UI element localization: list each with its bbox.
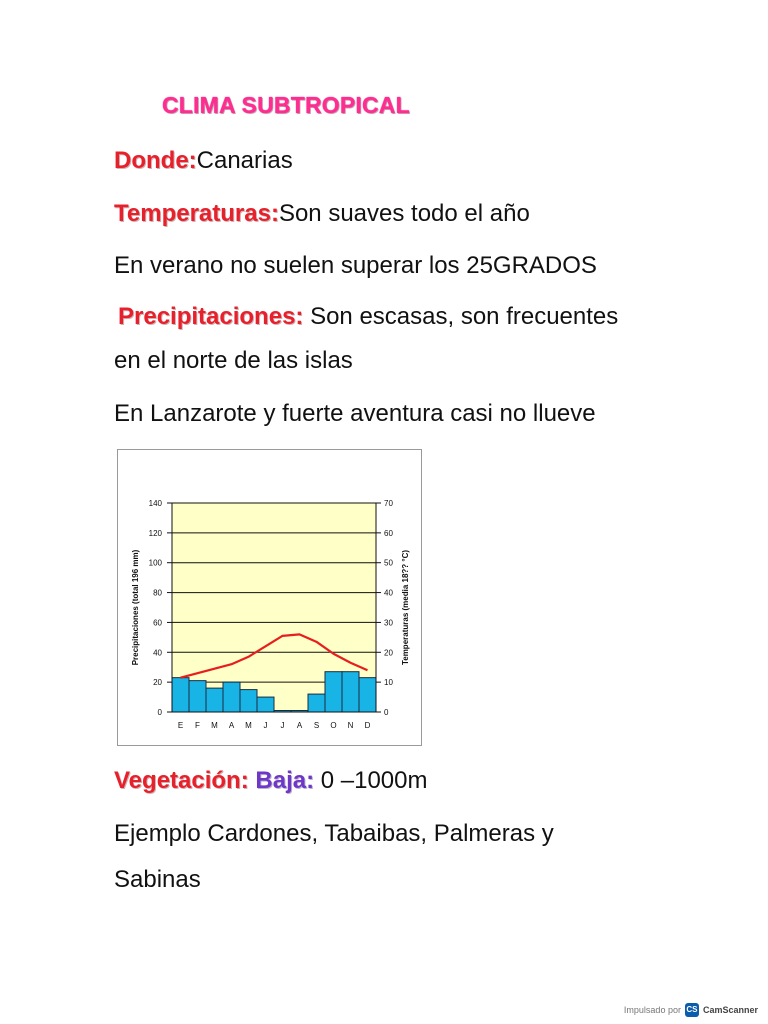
x-tick-label: A [296,721,303,730]
y-tick-label-right: 10 [384,678,393,688]
x-tick-label: E [177,721,184,730]
y-tick-label-right: 20 [384,648,393,658]
ejemplo-line-2: Sabinas [114,866,201,893]
y-tick-label-right: 70 [384,499,393,508]
donde-line [114,146,293,176]
temperaturas-line [114,199,530,229]
precipitation-bar [308,694,325,712]
y-axis-label-left: Precipitaciones (total 196 mm) [131,549,140,666]
x-tick-label: F [195,721,200,730]
lanzarote-line: En Lanzarote y fuerte aventura casi no llueve [114,400,596,427]
y-tick-label-left: 140 [148,499,162,508]
x-tick-label: J [263,721,268,730]
y-tick-label-left: 80 [153,588,162,598]
y-tick-label-left: 0 [157,708,162,717]
camscanner-brand: CamScanner [702,1005,758,1015]
climate-chart-svg [118,450,421,745]
precipitation-bar [189,681,206,712]
x-tick-label: M [245,721,252,730]
donde-label: Donde: [114,147,197,174]
precipitation-bar [172,678,189,712]
vegetacion-value: 0 –1000m [314,767,428,794]
precipitaciones-line [118,302,618,332]
y-tick-label-left: 20 [153,678,162,688]
precipitation-bar [359,678,376,712]
vegetacion-line [114,766,428,796]
precipitation-bar [240,690,257,712]
precipitation-bar [257,697,274,712]
temperaturas-value: Son suaves todo el año [278,200,530,227]
x-tick-label: J [280,721,285,730]
y-tick-label-left: 120 [148,528,162,538]
precipitation-bar [342,672,359,712]
y-tick-label-right: 40 [384,588,393,598]
vegetacion-label: Vegetación: [114,767,249,794]
x-tick-label: N [347,721,354,730]
precipitaciones-label: Precipitaciones: [118,303,304,330]
y-tick-label-right: 50 [384,558,393,568]
precipitation-bar [223,682,240,712]
x-tick-label: A [228,721,235,730]
y-tick-label-right: 60 [384,528,393,538]
y-tick-label-left: 40 [153,648,162,658]
donde-value: Canarias [196,147,293,174]
y-tick-label-right: 0 [384,708,389,717]
page-title: CLIMA SUBTROPICAL [162,92,410,118]
precipitaciones-value: Son escasas, son frecuentes [303,303,619,330]
precipitation-bar [206,688,223,712]
y-tick-label-right: 30 [384,618,393,628]
x-tick-label: S [313,721,320,730]
baja-label: Baja: [255,767,315,794]
x-tick-label: D [364,721,371,730]
y-tick-label-left: 60 [153,618,162,628]
precipitaciones-continuation: en el norte de las islas [114,347,353,374]
precipitation-bar [325,672,342,712]
camscanner-logo-icon: CS [685,1003,699,1017]
temperaturas-label: Temperaturas: [114,200,279,227]
ejemplo-line-1: Ejemplo Cardones, Tabaibas, Palmeras y [114,820,554,847]
climate-chart [117,449,422,746]
y-tick-label-left: 100 [148,558,162,568]
powered-by-text: Impulsado por [623,1005,681,1015]
x-tick-label: M [211,721,218,730]
x-tick-label: O [330,721,337,730]
y-axis-label-right: Temperaturas (media 18?? °C) [401,549,410,666]
verano-line: En verano no suelen superar los 25GRADOS [114,252,597,279]
scanner-watermark [624,1003,758,1017]
